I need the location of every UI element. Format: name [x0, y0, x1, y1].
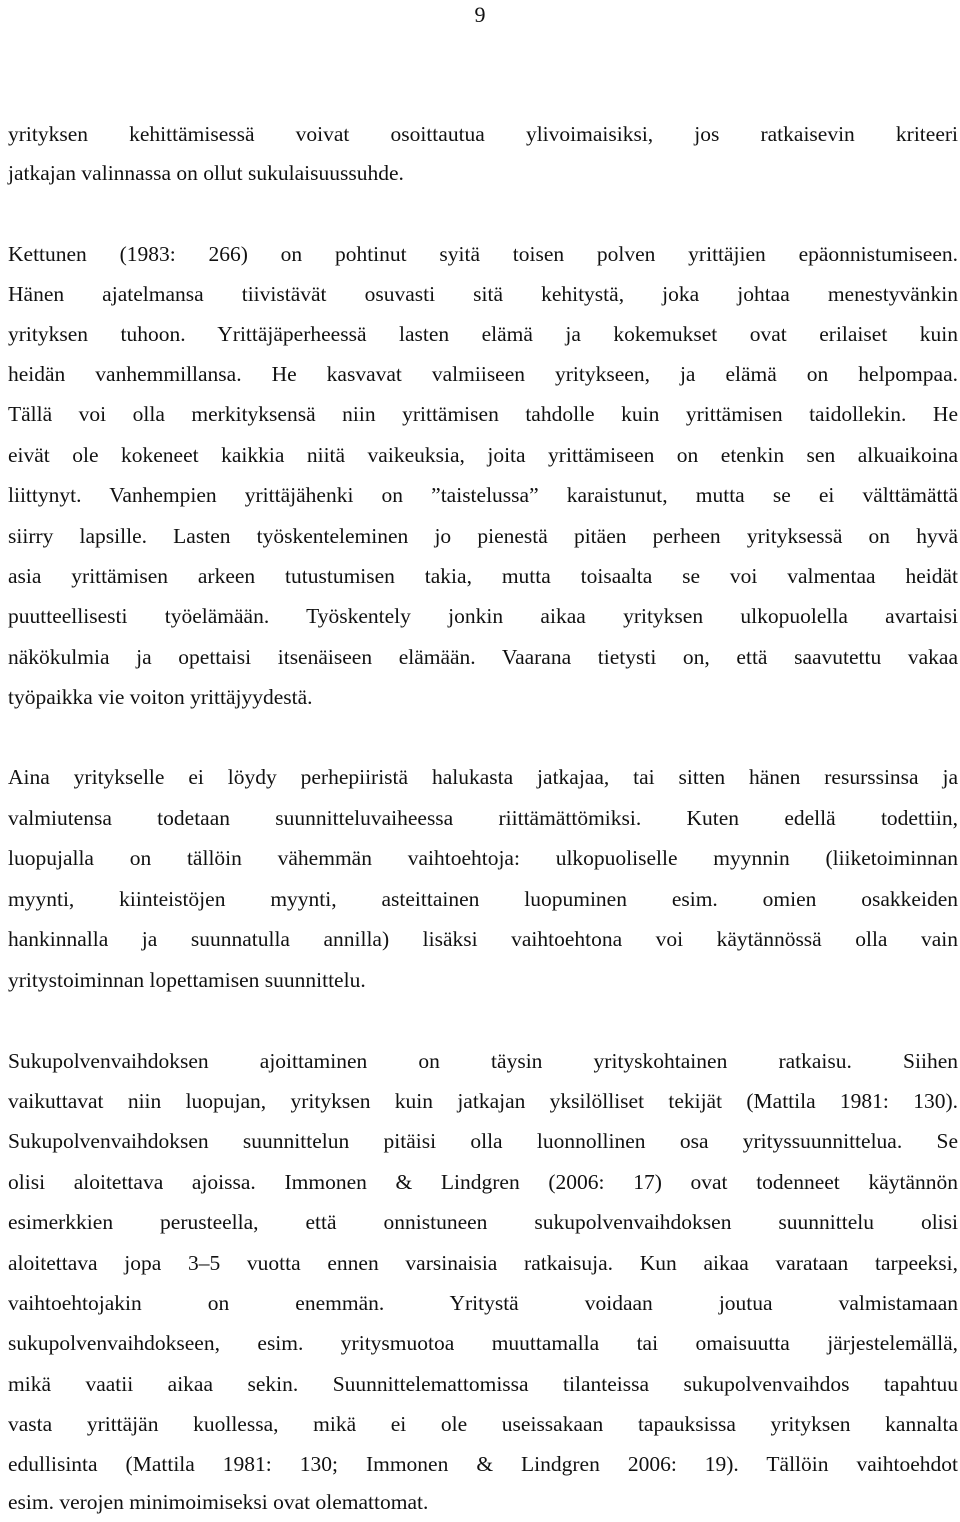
text-line: työpaikka vie voiton yrittäjyydestä. — [8, 685, 313, 709]
text-line: yrityksen kehittämisessä voivat osoittautua ylivoimaisiksi, jos ratkaisevin kriteeri — [8, 122, 958, 146]
text-line: valmiutensa todetaan suunnitteluvaiheessa riittämättömiksi. Kuten edellä todettiin, — [8, 806, 958, 830]
text-line: mikä vaatii aikaa sekin. Suunnittelemattomissa tilanteissa sukupolvenvaihdos tapahtuu — [8, 1372, 958, 1396]
text-line: luopujalla on tällöin vähemmän vaihtoehtoja: ulkopuoliselle myynnin (liiketoiminnan — [8, 846, 958, 870]
text-line: Sukupolvenvaihdoksen ajoittaminen on täysin yrityskohtainen ratkaisu. Siihen — [8, 1049, 958, 1073]
text-line: esim. verojen minimoimiseksi ovat olemattomat. — [8, 1490, 429, 1514]
text-line: hankinnalla ja suunnatulla annilla) lisäksi vaihtoehtona voi käytännössä olla vain — [8, 927, 958, 951]
text-line: Sukupolvenvaihdoksen suunnittelun pitäisi olla luonnollinen osa yrityssuunnittelua. Se — [8, 1129, 958, 1153]
text-line: Tällä voi olla merkityksensä niin yrittämisen tahdolle kuin yrittämisen taidollekin. He — [8, 402, 958, 426]
text-line: vaikuttavat niin luopujan, yrityksen kuin jatkajan yksilölliset tekijät (Mattila 1981: 130). — [8, 1089, 958, 1113]
text-line: esimerkkien perusteella, että onnistuneen sukupolvenvaihdoksen suunnittelu olisi — [8, 1210, 958, 1234]
text-line: aloitettava jopa 3–5 vuotta ennen varsinaisia ratkaisuja. Kun aikaa varataan tarpeeksi, — [8, 1251, 958, 1275]
text-line: sukupolvenvaihdokseen, esim. yritysmuotoa muuttamalla tai omaisuutta järjestelemällä, — [8, 1331, 958, 1355]
text-line: Aina yritykselle ei löydy perhepiiristä halukasta jatkajaa, tai sitten hänen resurssinsa ja — [8, 765, 958, 789]
text-line: näkökulmia ja opettaisi itsenäiseen elämään. Vaarana tietysti on, että saavutettu vakaa — [8, 645, 958, 669]
text-line: asia yrittämisen arkeen tutustumisen takia, mutta toisaalta se voi valmentaa heidät — [8, 564, 958, 588]
text-line: heidän vanhemmillansa. He kasvavat valmiiseen yritykseen, ja elämä on helpompaa. — [8, 362, 958, 386]
page-number: 9 — [474, 2, 486, 27]
text-line: yritystoiminnan lopettamisen suunnittelu. — [8, 968, 366, 992]
text-line: olisi aloitettava ajoissa. Immonen & Lindgren (2006: 17) ovat todenneet käytännön — [8, 1170, 958, 1194]
text-line: eivät ole kokeneet kaikkia niitä vaikeuksia, joita yrittämiseen on etenkin sen alkuaikoina — [8, 443, 958, 467]
text-line: siirry lapsille. Lasten työskenteleminen jo pienestä pitäen perheen yrityksessä on hyvä — [8, 524, 958, 548]
text-line: puutteellisesti työelämään. Työskentely jonkin aikaa yrityksen ulkopuolella avartaisi — [8, 604, 958, 628]
text-line: vaihtoehtojakin on enemmän. Yritystä voidaan joutua valmistamaan — [8, 1291, 958, 1315]
text-line: edullisinta (Mattila 1981: 130; Immonen & Lindgren 2006: 19). Tällöin vaihtoehdot — [8, 1452, 958, 1476]
text-line: vasta yrittäjän kuollessa, mikä ei ole useissakaan tapauksissa yrityksen kannalta — [8, 1412, 958, 1436]
text-line: Hänen ajatelmansa tiivistävät osuvasti sitä kehitystä, joka johtaa menestyvänkin — [8, 282, 958, 306]
text-line: liittynyt. Vanhempien yrittäjähenki on ”taistelussa” karaistunut, mutta se ei välttämättä — [8, 483, 958, 507]
text-line: jatkajan valinnassa on ollut sukulaisuussuhde. — [8, 161, 404, 185]
text-line: myynti, kiinteistöjen myynti, asteittainen luopuminen esim. omien osakkeiden — [8, 887, 958, 911]
text-line: Kettunen (1983: 266) on pohtinut syitä toisen polven yrittäjien epäonnistumiseen. — [8, 242, 958, 266]
text-line: yrityksen tuhoon. Yrittäjäperheessä lasten elämä ja kokemukset ovat erilaiset kuin — [8, 322, 958, 346]
